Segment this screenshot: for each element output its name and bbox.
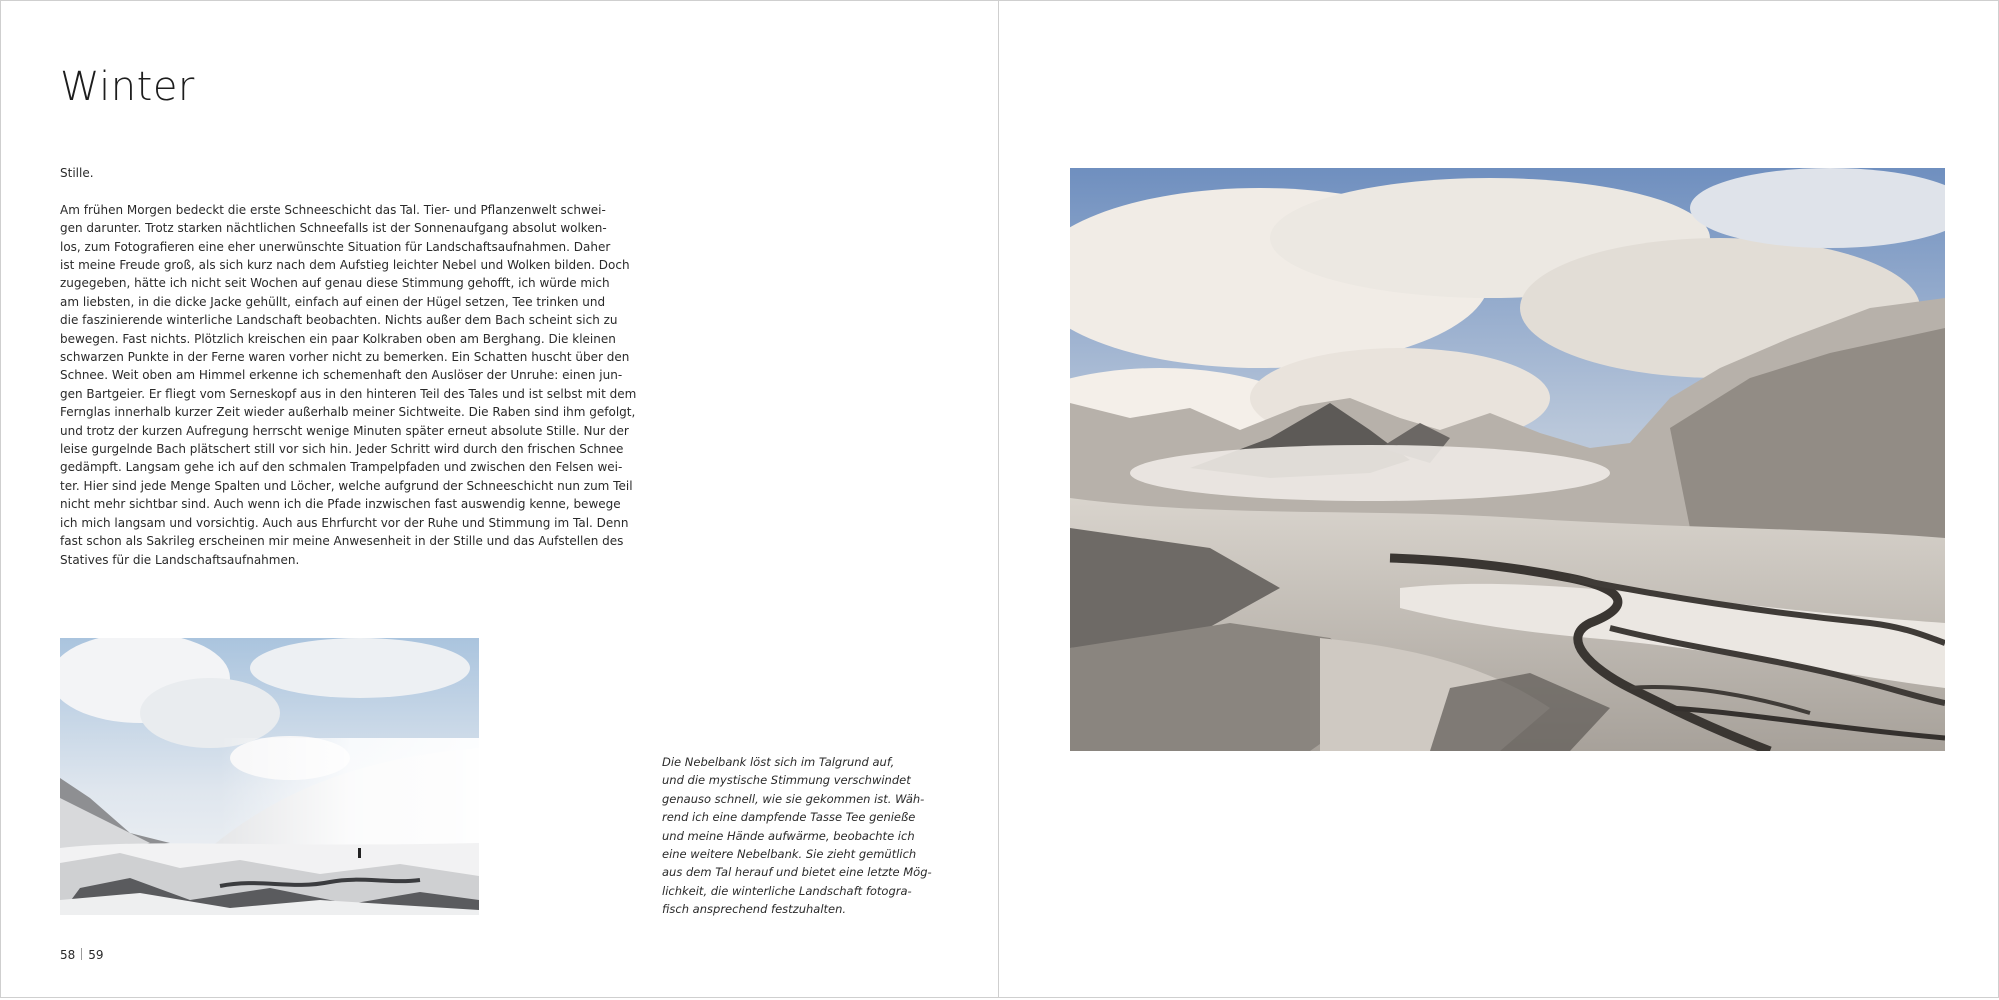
caption-line: rend ich eine dampfende Tasse Tee genieße xyxy=(662,810,916,825)
body-line: die faszinierende winterliche Landschaft beobachten. Nichts außer dem Bach scheint sich zu xyxy=(60,313,618,328)
caption-line: lichkeit, die winterliche Landschaft fotogra- xyxy=(662,883,912,898)
page-number-right: 59 xyxy=(88,948,104,962)
body-paragraph-1 xyxy=(60,164,640,182)
body-line: los, zum Fotografieren eine eher unerwünschte Situation für Landschaftsaufnahmen. Daher xyxy=(60,239,611,254)
body-line: leise gurgelnde Bach plätschert still vor sich hin. Jeder Schritt wird durch den frischen Schnee xyxy=(60,442,624,457)
caption-line: aus dem Tal herauf und bietet eine letzte Mög- xyxy=(662,865,932,880)
right-page xyxy=(998,0,1999,998)
caption-line: Die Nebelbank löst sich im Talgrund auf, xyxy=(662,755,895,769)
body-text xyxy=(60,164,640,569)
body-line: bewegen. Fast nichts. Plötzlich kreischen ein paar Kolkraben oben am Berghang. Die kleinen xyxy=(60,331,616,346)
body-paragraph-2 xyxy=(60,201,640,569)
body-line: fast schon als Sakrileg erscheinen mir meine Anwesenheit in der Stille und das Aufstellen des xyxy=(60,534,624,549)
body-line: gen Bartgeier. Er fliegt vom Serneskopf aus in den hinteren Teil des Tales und ist selbst mit dem xyxy=(60,386,637,401)
body-line: Stille. xyxy=(60,166,94,180)
body-line: gen darunter. Trotz starken nächtlichen Schneefalls ist der Sonnenaufgang absolut wolken- xyxy=(60,221,607,236)
photo-misty-valley xyxy=(60,638,479,915)
body-line: Fernglas innerhalb kurzer Zeit wieder außerhalb meiner Sichtweite. Die Raben sind ihm gefolgt, xyxy=(60,405,636,420)
body-line: und trotz der kurzen Aufregung herrscht wenige Minuten später erneut absolute Stille. Nur der xyxy=(60,423,629,438)
caption-line: genauso schnell, wie sie gekommen ist. Wäh- xyxy=(662,791,925,806)
body-line: am liebsten, in die dicke Jacke gehüllt, einfach auf einen der Hügel setzen, Tee trinken und xyxy=(60,294,606,309)
caption-line: und die mystische Stimmung verschwindet xyxy=(662,773,911,788)
body-line: gedämpft. Langsam gehe ich auf den schmalen Trampelpfaden und zwischen den Felsen wei- xyxy=(60,460,623,475)
caption-line: und meine Hände aufwärme, beobachte ich xyxy=(662,828,915,843)
body-line: Schnee. Weit oben am Himmel erkenne ich schemenhaft den Auslöser der Unruhe: einen jun- xyxy=(60,368,623,383)
caption-line: fisch ansprechend festzuhalten. xyxy=(662,902,847,917)
page-title: Winter xyxy=(60,64,195,110)
page-number-left: 58 xyxy=(60,948,76,962)
photo-misty-valley-image xyxy=(60,638,479,915)
photo-snowy-mountain-valley xyxy=(1070,168,1945,751)
caption-line: eine weitere Nebelbank. Sie zieht gemütlich xyxy=(662,847,917,862)
body-line: ter. Hier sind jede Menge Spalten und Löcher, welche aufgrund der Schneeschicht nun zum Teil xyxy=(60,478,633,493)
body-line: Statives für die Landschaftsaufnahmen. xyxy=(60,552,300,567)
body-line: ich mich langsam und vorsichtig. Auch aus Ehrfurcht vor der Ruhe und Stimmung im Tal. Denn xyxy=(60,515,629,530)
page-number-divider xyxy=(81,948,82,960)
body-line: zugegeben, hätte ich nicht seit Wochen auf genau diese Stimmung gehofft, ich würde mich xyxy=(60,276,610,291)
body-line: Am frühen Morgen bedeckt die erste Schneeschicht das Tal. Tier- und Pflanzenwelt schwei- xyxy=(60,202,606,217)
photo-caption xyxy=(662,753,932,919)
page-numbers xyxy=(60,948,104,962)
left-page xyxy=(0,0,1000,998)
photo-snowy-mountain-valley-image xyxy=(1070,168,1945,751)
body-line: nicht mehr sichtbar sind. Auch wenn ich die Pfade inzwischen fast auswendig kenne, bewege xyxy=(60,497,621,512)
body-line: ist meine Freude groß, als sich kurz nach dem Aufstieg leichter Nebel und Wolken bilden. Doch xyxy=(60,258,630,273)
body-line: schwarzen Punkte in der Ferne waren vorher nicht zu bemerken. Ein Schatten huscht über den xyxy=(60,350,630,365)
